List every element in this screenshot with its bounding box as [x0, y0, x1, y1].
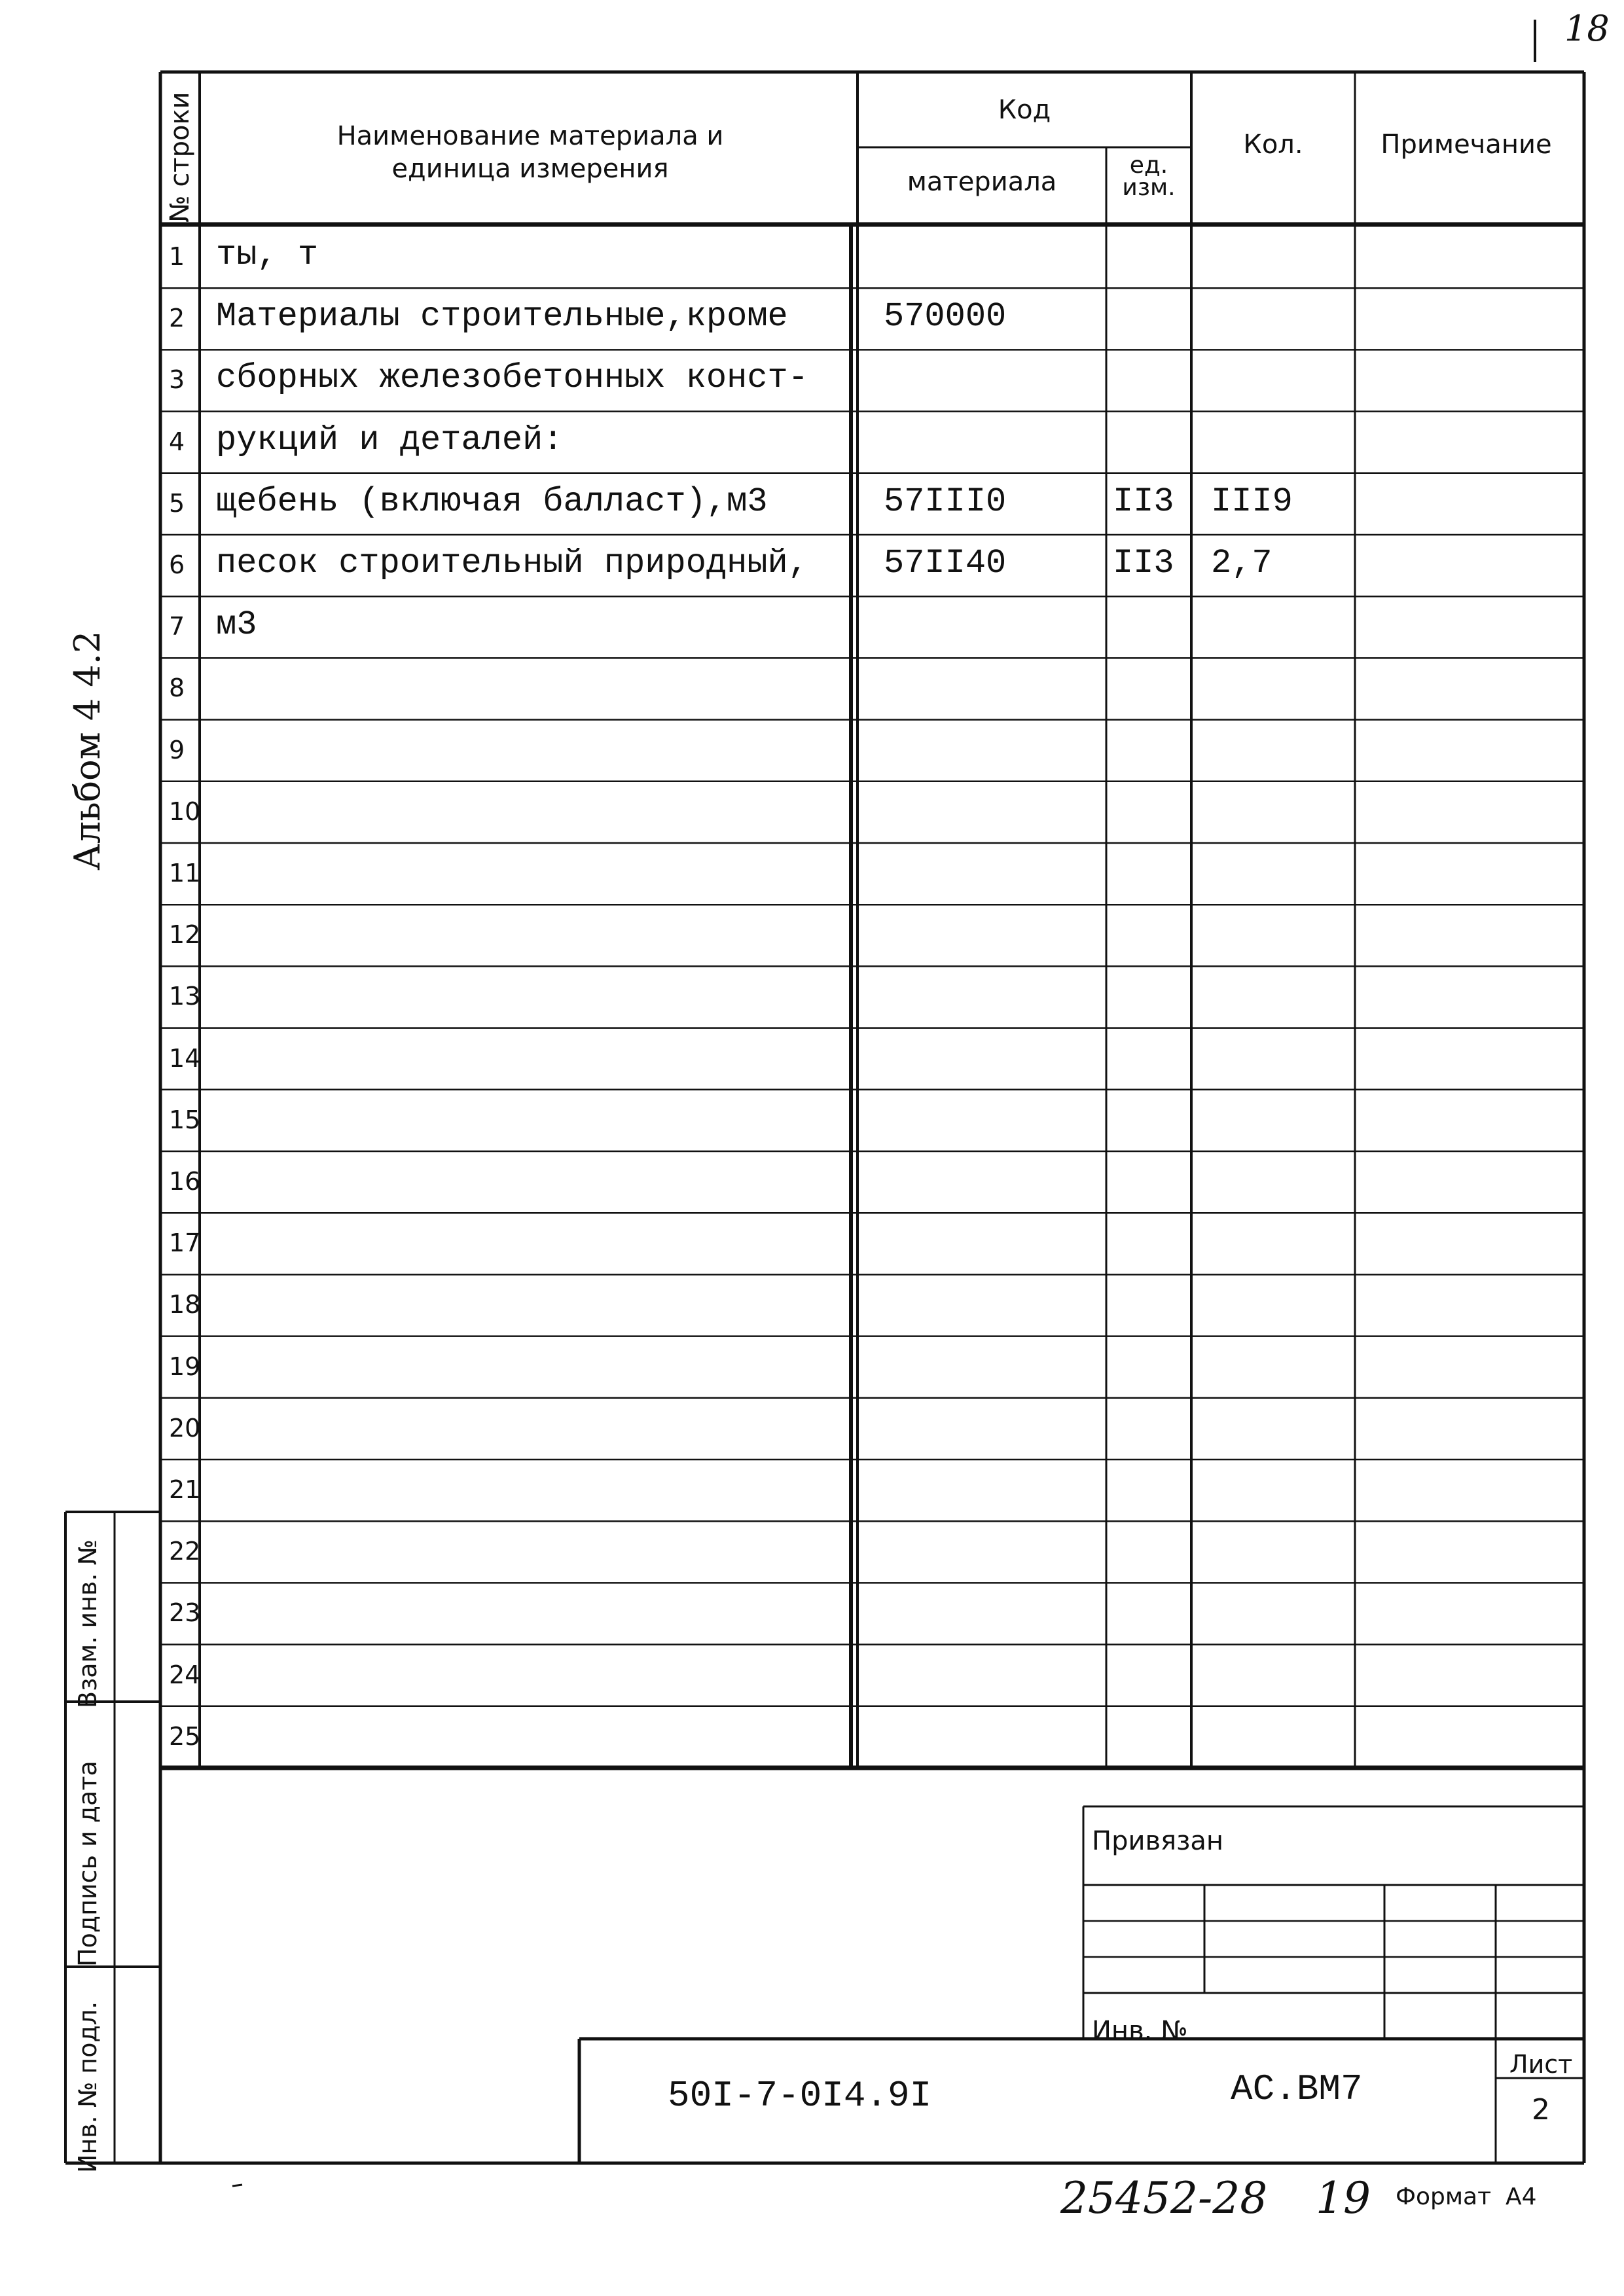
row-code: 57II40 [884, 544, 1007, 583]
title-doc-code: 50I-7-0I4.9I [668, 2075, 932, 2117]
album-side-label: Альбом 4 4.2 [67, 630, 108, 870]
row-number: 5 [169, 488, 185, 518]
row-number: 16 [169, 1167, 201, 1196]
title-sheet-number: 2 [1532, 2093, 1550, 2126]
stamp-sign-date: Подпись и дата [73, 1761, 102, 1967]
footer-format-value: А4 [1506, 2183, 1537, 2210]
row-number: 20 [169, 1413, 201, 1443]
row-number: 25 [169, 1721, 201, 1751]
header-quantity: Кол. [1243, 130, 1303, 160]
row-name: Материалы строительные,кроме [216, 297, 788, 336]
row-number: 17 [169, 1229, 201, 1258]
row-qty: 2,7 [1211, 544, 1272, 583]
row-number: 10 [169, 797, 201, 826]
footer-handwritten-number: 19 [1316, 2173, 1371, 2223]
header-name-line1: Наименование материала и [336, 121, 724, 151]
row-number: 8 [169, 673, 185, 703]
row-unit: II3 [1113, 482, 1174, 521]
row-unit: II3 [1113, 544, 1174, 583]
row-number: 14 [169, 1043, 201, 1073]
header-note: Примечание [1380, 130, 1552, 160]
row-qty: III9 [1211, 482, 1293, 521]
row-name: м3 [216, 605, 257, 645]
row-number: 15 [169, 1105, 201, 1134]
row-name: сборных железобетонных конст- [216, 359, 808, 398]
header-code-unit-2: изм. [1122, 174, 1176, 201]
row-number: 11 [169, 859, 201, 888]
header-code: Код [998, 95, 1051, 125]
title-inv-no: Инв. № [1092, 2016, 1188, 2046]
row-number: 1 [169, 242, 185, 271]
row-number: 6 [169, 550, 185, 579]
row-name: песок строительный природный, [216, 544, 808, 583]
header-name-line2: единица измерения [391, 154, 669, 184]
header-row-number: № строки [165, 92, 195, 223]
row-name: ты, т [216, 236, 319, 274]
row-code: 570000 [884, 297, 1007, 336]
row-number: 2 [169, 304, 185, 333]
title-sheet-label: Лист [1509, 2050, 1573, 2079]
row-code: 57III0 [884, 482, 1007, 521]
row-number: 12 [169, 920, 201, 950]
footer-archive-number: 25452-28 [1060, 2173, 1268, 2223]
footer-format-label: Формат [1396, 2183, 1492, 2210]
row-number: 18 [169, 1290, 201, 1319]
title-attached: Привязан [1092, 1826, 1224, 1856]
row-number: 24 [169, 1660, 201, 1689]
row-number: 23 [169, 1598, 201, 1628]
header-code-material: материала [907, 167, 1057, 197]
row-number: 9 [169, 735, 185, 764]
stamp-replace-inv: Взам. инв. № [73, 1539, 102, 1708]
row-number: 3 [169, 365, 185, 395]
row-number: 21 [169, 1475, 201, 1504]
row-number: 7 [169, 612, 185, 641]
row-number: 19 [169, 1352, 201, 1381]
row-name: щебень (включая балласт),м3 [216, 482, 768, 521]
title-doc-mark: АС.ВМ7 [1231, 2068, 1363, 2110]
stamp-inv-orig: Инв. № подл. [73, 2001, 102, 2173]
corner-page-number: 18 [1564, 8, 1610, 49]
row-number: 13 [169, 982, 201, 1011]
stray-mark [232, 2185, 242, 2186]
header-code-unit-1: ед. [1129, 152, 1168, 179]
row-number: 4 [169, 427, 185, 456]
row-number: 22 [169, 1537, 201, 1566]
row-name: рукций и деталей: [216, 420, 564, 459]
